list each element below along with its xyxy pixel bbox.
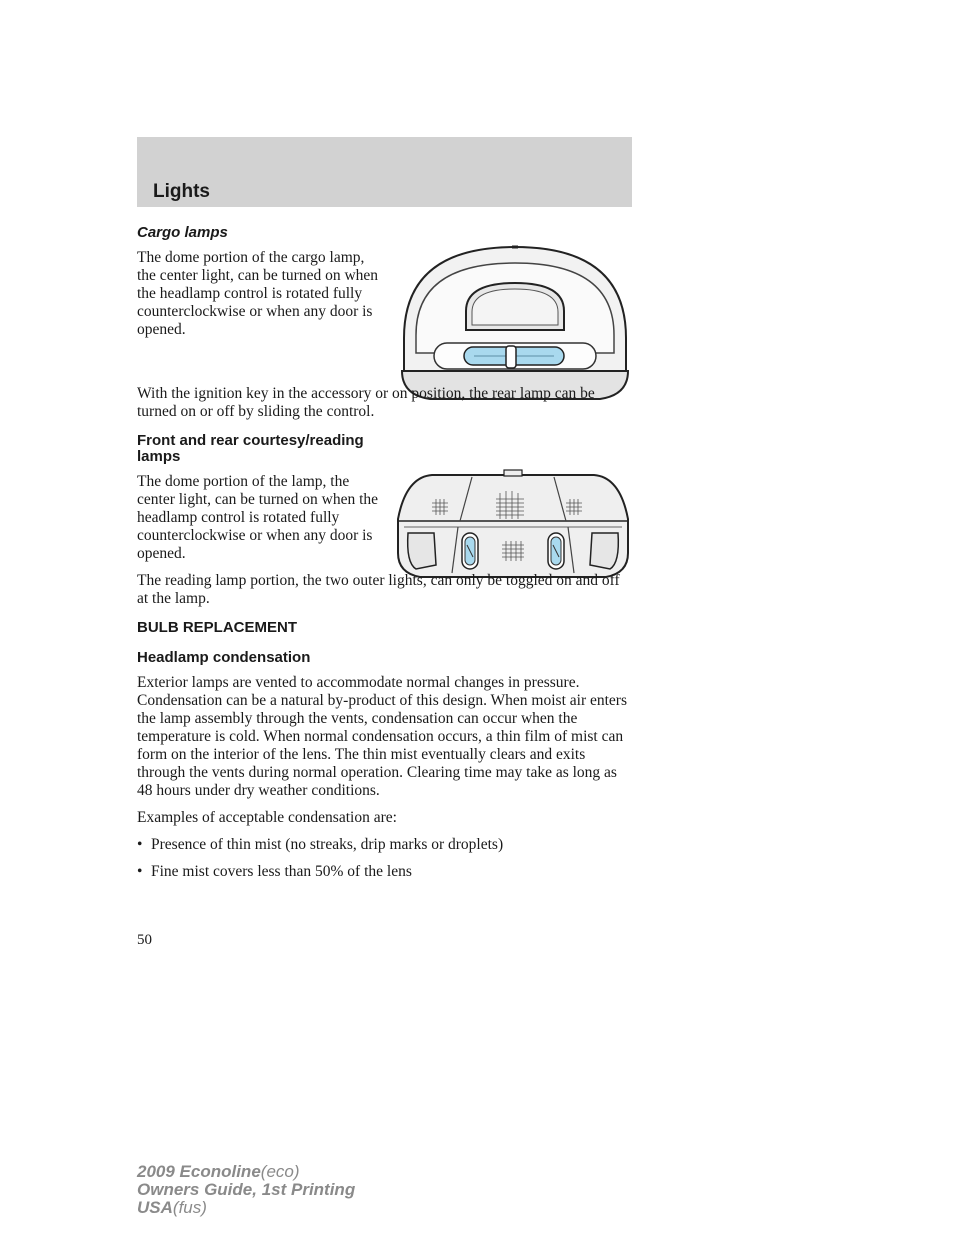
footer-market: USA: [137, 1198, 173, 1217]
bullet-glyph: •: [137, 863, 143, 880]
bulb-replacement-heading: BULB REPLACEMENT: [137, 619, 297, 636]
cargo-paragraph-2: With the ignition key in the accessory or on position, the rear lamp can be turned on or off by sliding the control.: [137, 385, 595, 420]
section-title: Lights: [153, 181, 210, 202]
courtesy-paragraph-2: The reading lamp portion, the two outer lights, can only be toggled on and off at the lamp.: [137, 572, 620, 607]
list-item-text: Fine mist covers less than 50% of the lens: [151, 863, 412, 880]
list-item: [137, 836, 632, 854]
footer-model-code: (eco): [260, 1162, 300, 1181]
condensation-paragraph: Exterior lamps are vented to accommodate normal changes in pressure. Condensation can be a natural by-product of this design. When moist air enters the lamp assembly through the vents, condensation can occur when the temperature is cold. When normal condensation occurs, a thin film of mist can form on the interior of the lens. The thin mist eventually clears and exits through the vents during normal operation. Clearing time may take as long as 48 hours under dry weather conditions.: [137, 674, 627, 799]
list-item-text: Presence of thin mist (no streaks, drip marks or droplets): [151, 836, 504, 853]
page-content: [137, 224, 632, 890]
section-header-band: [137, 137, 632, 207]
courtesy-paragraph-1: The dome portion of the lamp, the center light, can be turned on when the headlamp control is rotated fully counterclockwise or when any door is opened.: [137, 473, 379, 562]
footer-model: 2009 Econoline: [137, 1162, 261, 1181]
courtesy-lamps-heading: Front and rear courtesy/reading lamps: [137, 432, 364, 465]
bullet-glyph: •: [137, 836, 143, 853]
footer-market-code: (fus): [172, 1198, 207, 1217]
condensation-examples-intro: Examples of acceptable condensation are:: [137, 809, 397, 826]
cargo-lamps-heading: Cargo lamps: [137, 224, 228, 241]
footer-printing: Owners Guide, 1st Printing: [137, 1180, 356, 1199]
cargo-paragraph-1: The dome portion of the cargo lamp, the center light, can be turned on when the headlamp control is rotated fully counterclockwise or when any door is opened.: [137, 249, 379, 338]
headlamp-condensation-heading: Headlamp condensation: [137, 649, 311, 666]
list-item: [137, 863, 632, 881]
document-footer: [137, 1163, 355, 1217]
page-number: 50: [137, 932, 152, 948]
